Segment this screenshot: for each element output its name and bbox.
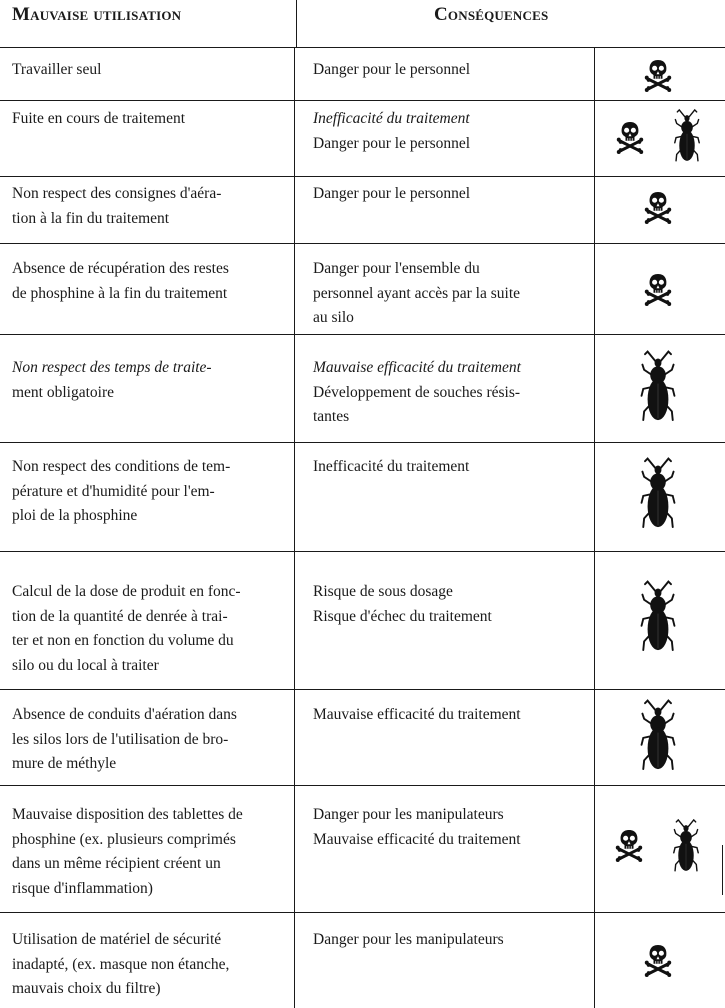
row-divider xyxy=(0,100,725,101)
row-4-misuse xyxy=(12,257,287,306)
row-8-misuse xyxy=(12,703,287,777)
text-line: risque d'inflammation) xyxy=(12,879,153,897)
weevil-insect-icon xyxy=(638,456,678,534)
text-line: tion à la fin du traitement xyxy=(12,209,170,227)
text-line: Risque d'échec du traitement xyxy=(313,607,492,625)
text-line: Danger pour le personnel xyxy=(313,61,471,78)
weevil-insect-icon xyxy=(638,349,678,427)
header-misuse: Mauvaise utilisation xyxy=(12,4,182,25)
text-line: Non respect des conditions de tem- xyxy=(12,458,231,475)
row-9-consequences xyxy=(313,803,583,852)
weevil-insect-icon xyxy=(672,818,700,876)
row-5-consequences xyxy=(313,356,583,430)
text-line: Absence de récupération des restes xyxy=(12,260,229,277)
row-divider xyxy=(0,912,725,913)
text-line: Calcul de la dose de produit en fonc- xyxy=(12,583,241,600)
row-1-misuse xyxy=(12,58,287,83)
text-line: au silo xyxy=(313,309,354,326)
row-divider xyxy=(0,689,725,690)
column-divider-1b xyxy=(294,47,295,1008)
weevil-insect-icon xyxy=(638,698,678,776)
row-8-consequences xyxy=(313,703,583,728)
row-10-consequences xyxy=(313,928,583,953)
text-line: les silos lors de l'utilisation de bro- xyxy=(12,730,229,748)
row-divider xyxy=(0,47,725,48)
text-line: Fuite en cours de traitement xyxy=(12,110,186,127)
text-line: mure de méthyle xyxy=(12,755,117,772)
text-line: Non respect des temps de traite- xyxy=(12,359,212,376)
row-7-consequences xyxy=(313,580,583,629)
text-line: Risque de sous dosage xyxy=(313,583,453,600)
text-line: Danger pour l'ensemble du xyxy=(313,260,480,277)
text-line: inadapté, (ex. masque non étanche, xyxy=(12,955,230,973)
row-3-consequences xyxy=(313,182,583,207)
text-line: Danger pour le personnel xyxy=(313,185,471,202)
text-line: personnel ayant accès par la suite xyxy=(313,284,521,302)
column-divider-1 xyxy=(296,0,297,47)
text-line: Absence de conduits d'aération dans xyxy=(12,706,237,723)
row-10-misuse xyxy=(12,928,287,1002)
text-line: mauvais choix du filtre) xyxy=(12,980,161,997)
text-line: Inefficacité du traitement xyxy=(313,110,470,127)
header-consequences: Conséquences xyxy=(434,4,549,25)
text-line: Utilisation de matériel de sécurité xyxy=(12,931,222,948)
text-line: Danger pour le personnel xyxy=(313,134,471,152)
skull-crossbones-icon xyxy=(615,114,645,160)
row-6-misuse xyxy=(12,455,287,529)
row-9-misuse xyxy=(12,803,287,901)
skull-crossbones-icon xyxy=(643,937,673,983)
text-line: Développement de souches résis- xyxy=(313,383,521,401)
row-5-misuse xyxy=(12,356,287,405)
text-line: ment obligatoire xyxy=(12,383,115,401)
skull-crossbones-icon xyxy=(643,184,673,230)
row-divider xyxy=(0,243,725,244)
text-line: dans un même récipient créent un xyxy=(12,855,221,872)
skull-crossbones-icon xyxy=(614,822,644,868)
skull-crossbones-icon xyxy=(643,266,673,312)
row-divider xyxy=(0,334,725,335)
text-line: Non respect des consignes d'aéra- xyxy=(12,185,222,202)
row-divider xyxy=(0,785,725,786)
text-line: tantes xyxy=(313,408,350,425)
text-line: pérature et d'humidité pour l'em- xyxy=(12,482,215,500)
text-line: Travailler seul xyxy=(12,61,102,78)
text-line: Danger pour les manipulateurs xyxy=(313,931,504,948)
row-1-consequences xyxy=(313,58,583,83)
right-edge-mark xyxy=(722,845,723,895)
text-line: Mauvaise efficacité du traitement xyxy=(313,359,521,376)
row-6-consequences xyxy=(313,455,583,480)
text-line: tion de la quantité de denrée à trai- xyxy=(12,607,228,625)
text-line: Mauvaise disposition des tablettes de xyxy=(12,806,243,823)
row-2-consequences xyxy=(313,107,583,156)
text-line: Danger pour les manipulateurs xyxy=(313,806,504,823)
skull-crossbones-icon xyxy=(643,52,673,98)
row-divider xyxy=(0,442,725,443)
weevil-insect-icon xyxy=(638,579,678,657)
text-line: ploi de la phosphine xyxy=(12,507,138,524)
text-line: de phosphine à la fin du traitement xyxy=(12,284,228,302)
text-line: phosphine (ex. plusieurs comprimés xyxy=(12,830,236,848)
row-2-misuse xyxy=(12,107,287,132)
row-4-consequences xyxy=(313,257,583,331)
text-line: Inefficacité du traitement xyxy=(313,458,470,475)
row-7-misuse xyxy=(12,580,287,678)
table-header xyxy=(0,0,725,47)
text-line: Mauvaise efficacité du traitement xyxy=(313,830,521,848)
row-divider xyxy=(0,176,725,177)
row-3-misuse xyxy=(12,182,287,231)
column-divider-2 xyxy=(594,47,595,1008)
text-line: ter et non en fonction du volume du xyxy=(12,632,234,649)
text-line: silo ou du local à traiter xyxy=(12,656,159,674)
row-divider xyxy=(0,551,725,552)
weevil-insect-icon xyxy=(673,108,701,166)
text-line: Mauvaise efficacité du traitement xyxy=(313,706,521,723)
